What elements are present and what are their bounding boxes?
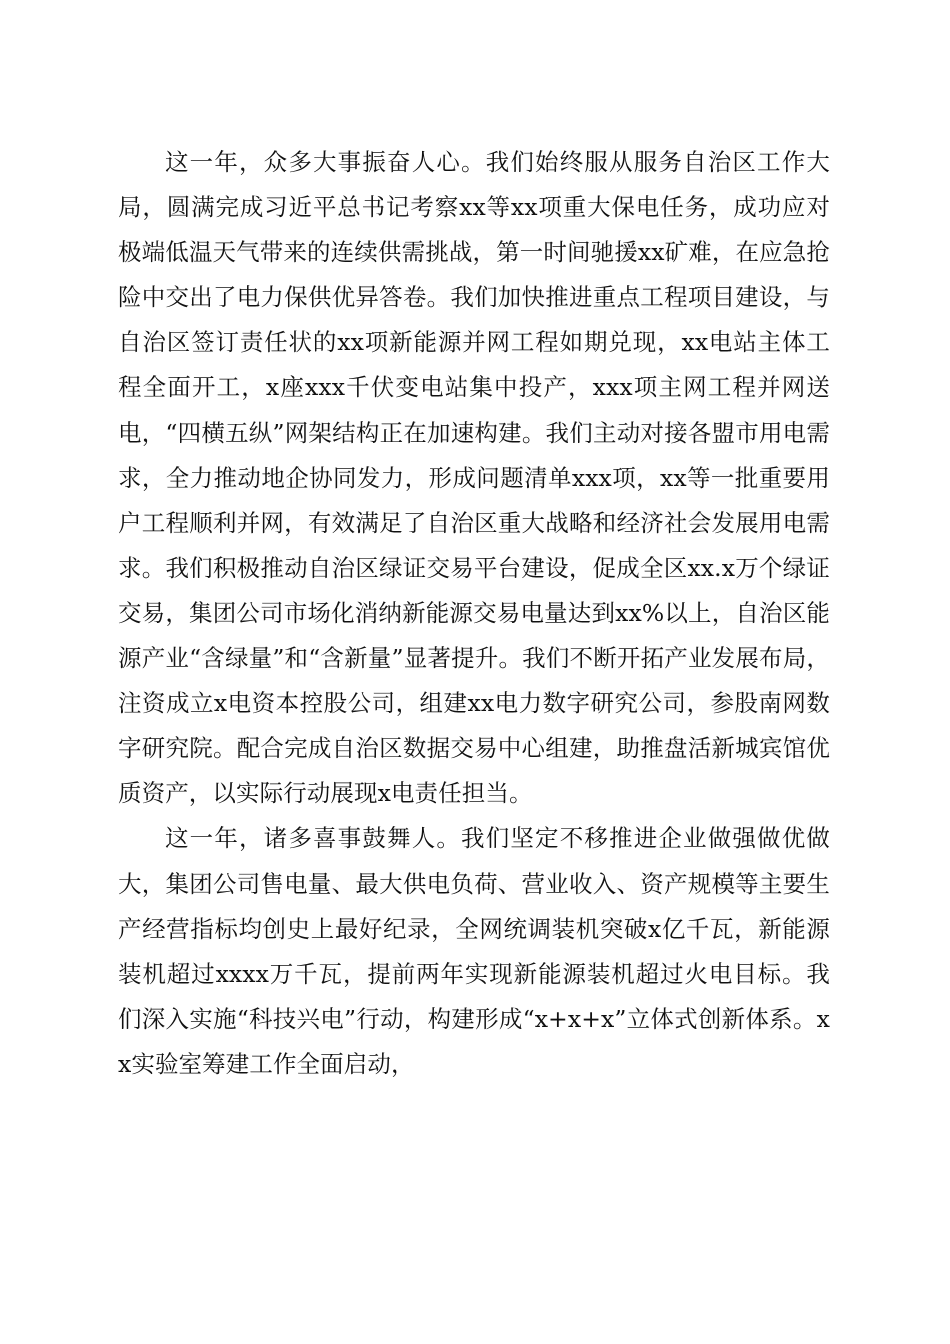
paragraph-happy-events: 这一年，诸多喜事鼓舞人。我们坚定不移推进企业做强做优做大，集团公司售电量、最大供电负荷、营业收入、资产规模等主要生产经营指标均创史上最好纪录，全网统调装机突破x亿千瓦，新能源装机超过xxxx万千瓦，提前两年实现新能源装机超过火电目标。我们深入实施“科技兴电”行动，构建形成“x+x+x”立体式创新体系。xx实验室筹建工作全面启动， [118, 824, 830, 1078]
paragraph-major-events: 这一年，众多大事振奋人心。我们始终服从服务自治区工作大局，圆满完成习近平总书记考察xx等xx项重大保电任务，成功应对极端低温天气带来的连续供需挑战，第一时间驰援xx矿难，在应急抢险中交出了电力保供优异答卷。我们加快推进重点工程项目建设，与自治区签订责任状的xx项新能源并网工程如期兑现，xx电站主体工程全面开工，x座xxx千伏变电站集中投产，xxx项主网工程并网送电，“四横五纵”网架结构正在加速构建。我们主动对接各盟市用电需求，全力推动地企协同发力，形成问题清单xxx项，xx等一批重要用户工程顺利并网，有效满足了自治区重大战略和经济社会发展用电需求。我们积极推动自治区绿证交易平台建设，促成全区xx.x万个绿证交易，集团公司市场化消纳新能源交易电量达到xx%以上，自治区能源产业“含绿量”和“含新量”显著提升。我们不断开拓产业发展布局，注资成立x电资本控股公司，组建xx电力数字研究公司，参股南网数字研究院。配合完成自治区数据交易中心组建，助推盘活新城宾馆优质资产，以实际行动展现x电责任担当。 [118, 148, 830, 808]
document-page [118, 140, 830, 1087]
